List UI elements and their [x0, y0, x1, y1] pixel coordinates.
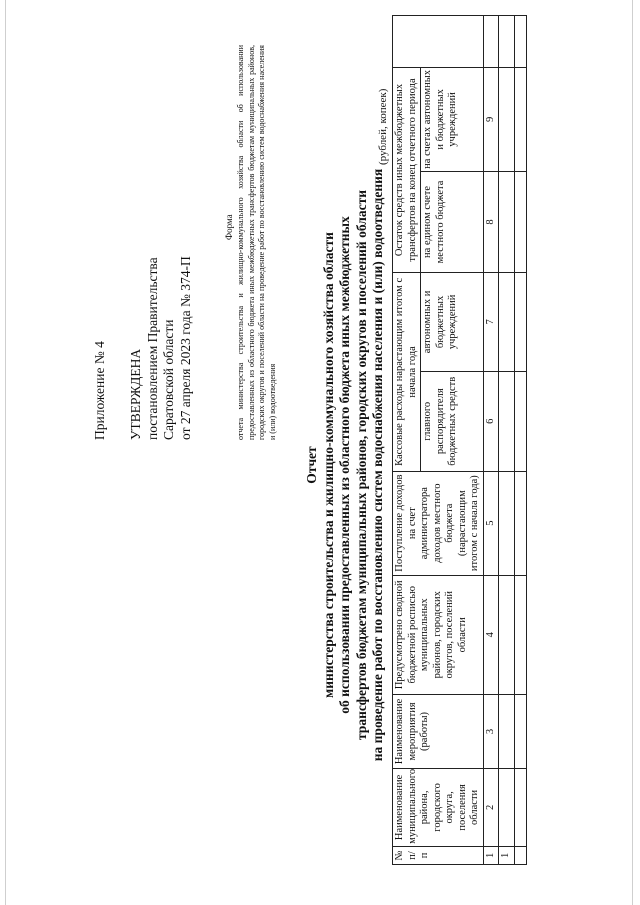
table-row — [514, 16, 526, 865]
table-cell — [514, 371, 526, 471]
header-received: Поступление доходов на счет администратора доходов местного бюджета (нарастающим итогом с начала года) — [393, 471, 484, 575]
table-cell: 1 — [499, 846, 515, 864]
form-label: Форма — [224, 214, 234, 240]
report-table — [392, 15, 527, 865]
approval-line-2: постановлением Правительства — [144, 257, 160, 440]
title-line-4: трансфертов бюджетам муниципальных районов, городских округов и поселений области — [353, 190, 369, 740]
column-number: 9 — [483, 67, 499, 171]
title-line-2: министерства строительства и жилищно-коммунального хозяйства области — [320, 232, 336, 698]
table-cell — [514, 471, 526, 575]
table-cell — [499, 371, 515, 471]
approval-line-1: УТВЕРЖДЕНА — [128, 348, 143, 440]
table-cell — [514, 273, 526, 372]
units-label: (рублей, копеек) — [377, 88, 389, 165]
approval-line-3: Саратовской области — [161, 319, 176, 440]
title-line-5: на проведение работ по восстановлению систем водоснабжения населения и (или) водоотведения — [370, 168, 385, 762]
report-title — [304, 25, 387, 905]
title-line-1: Отчет — [304, 446, 319, 484]
column-number: 5 — [483, 471, 499, 575]
header-municipality: Наименование муниципального района, городского округа, поселения области — [393, 768, 484, 846]
approval-line-4: от 27 апреля 2023 года № 374-П — [177, 256, 193, 440]
header-expenses: Кассовые расходы нарастающим итогом с начала года — [393, 273, 421, 472]
appendix-label: Приложение № 4 — [92, 341, 107, 440]
table-cell — [514, 67, 526, 171]
column-number: 3 — [483, 694, 499, 768]
column-number: 6 — [483, 371, 499, 471]
table-cell — [499, 16, 515, 68]
table-cell — [499, 768, 515, 846]
header-extra-empty — [393, 16, 484, 68]
table-cell — [499, 471, 515, 575]
form-description: отчета министерства строительства и жилищно-коммунального хозяйства области об использовании предоставленных из областного бюджета иных межбюджетных трансфертов бюджетам муниципальных районов, городских округов и поселений области на проведение работ по восстановлению систем водоснабжения населения и (или) водоотведения — [236, 45, 277, 440]
title-line-3: об использовании предоставленных из областного бюджета иных межбюджетных — [337, 216, 352, 714]
column-number: 1 — [483, 846, 499, 864]
table-cell — [514, 16, 526, 68]
table-cell — [499, 273, 515, 372]
table-cell — [514, 575, 526, 694]
header-num: № п/п — [393, 846, 484, 864]
header-expenses-auto: автономных и бюджетных учреждений — [421, 273, 484, 372]
table-cell — [514, 846, 526, 864]
column-number: 7 — [483, 273, 499, 372]
table-cell — [499, 694, 515, 768]
header-balance: Остаток средств иных межбюджетных трансфертов на конец отчетного периода — [393, 67, 421, 272]
table-row — [499, 16, 515, 865]
header-balance-single: на едином счете местного бюджета — [421, 171, 484, 272]
table-cell — [514, 694, 526, 768]
column-number: 2 — [483, 768, 499, 846]
column-number: 4 — [483, 575, 499, 694]
header-balance-accounts: на счетах автономных и бюджетных учреждений — [421, 67, 484, 171]
approval-block — [128, 256, 194, 440]
column-number-extra — [483, 16, 499, 68]
table-cell — [514, 171, 526, 272]
table-cell — [499, 67, 515, 171]
table-cell — [499, 575, 515, 694]
table-cell — [514, 768, 526, 846]
header-activity: Наименование мероприятия (работы) — [393, 694, 484, 768]
table-cell — [499, 171, 515, 272]
header-planned: Предусмотрено сводной бюджетной росписью муниципальных районов, городских округов, поселений области — [393, 575, 484, 694]
column-number: 8 — [483, 171, 499, 272]
header-expenses-main: главного распорядителя бюджетных средств — [421, 371, 484, 471]
